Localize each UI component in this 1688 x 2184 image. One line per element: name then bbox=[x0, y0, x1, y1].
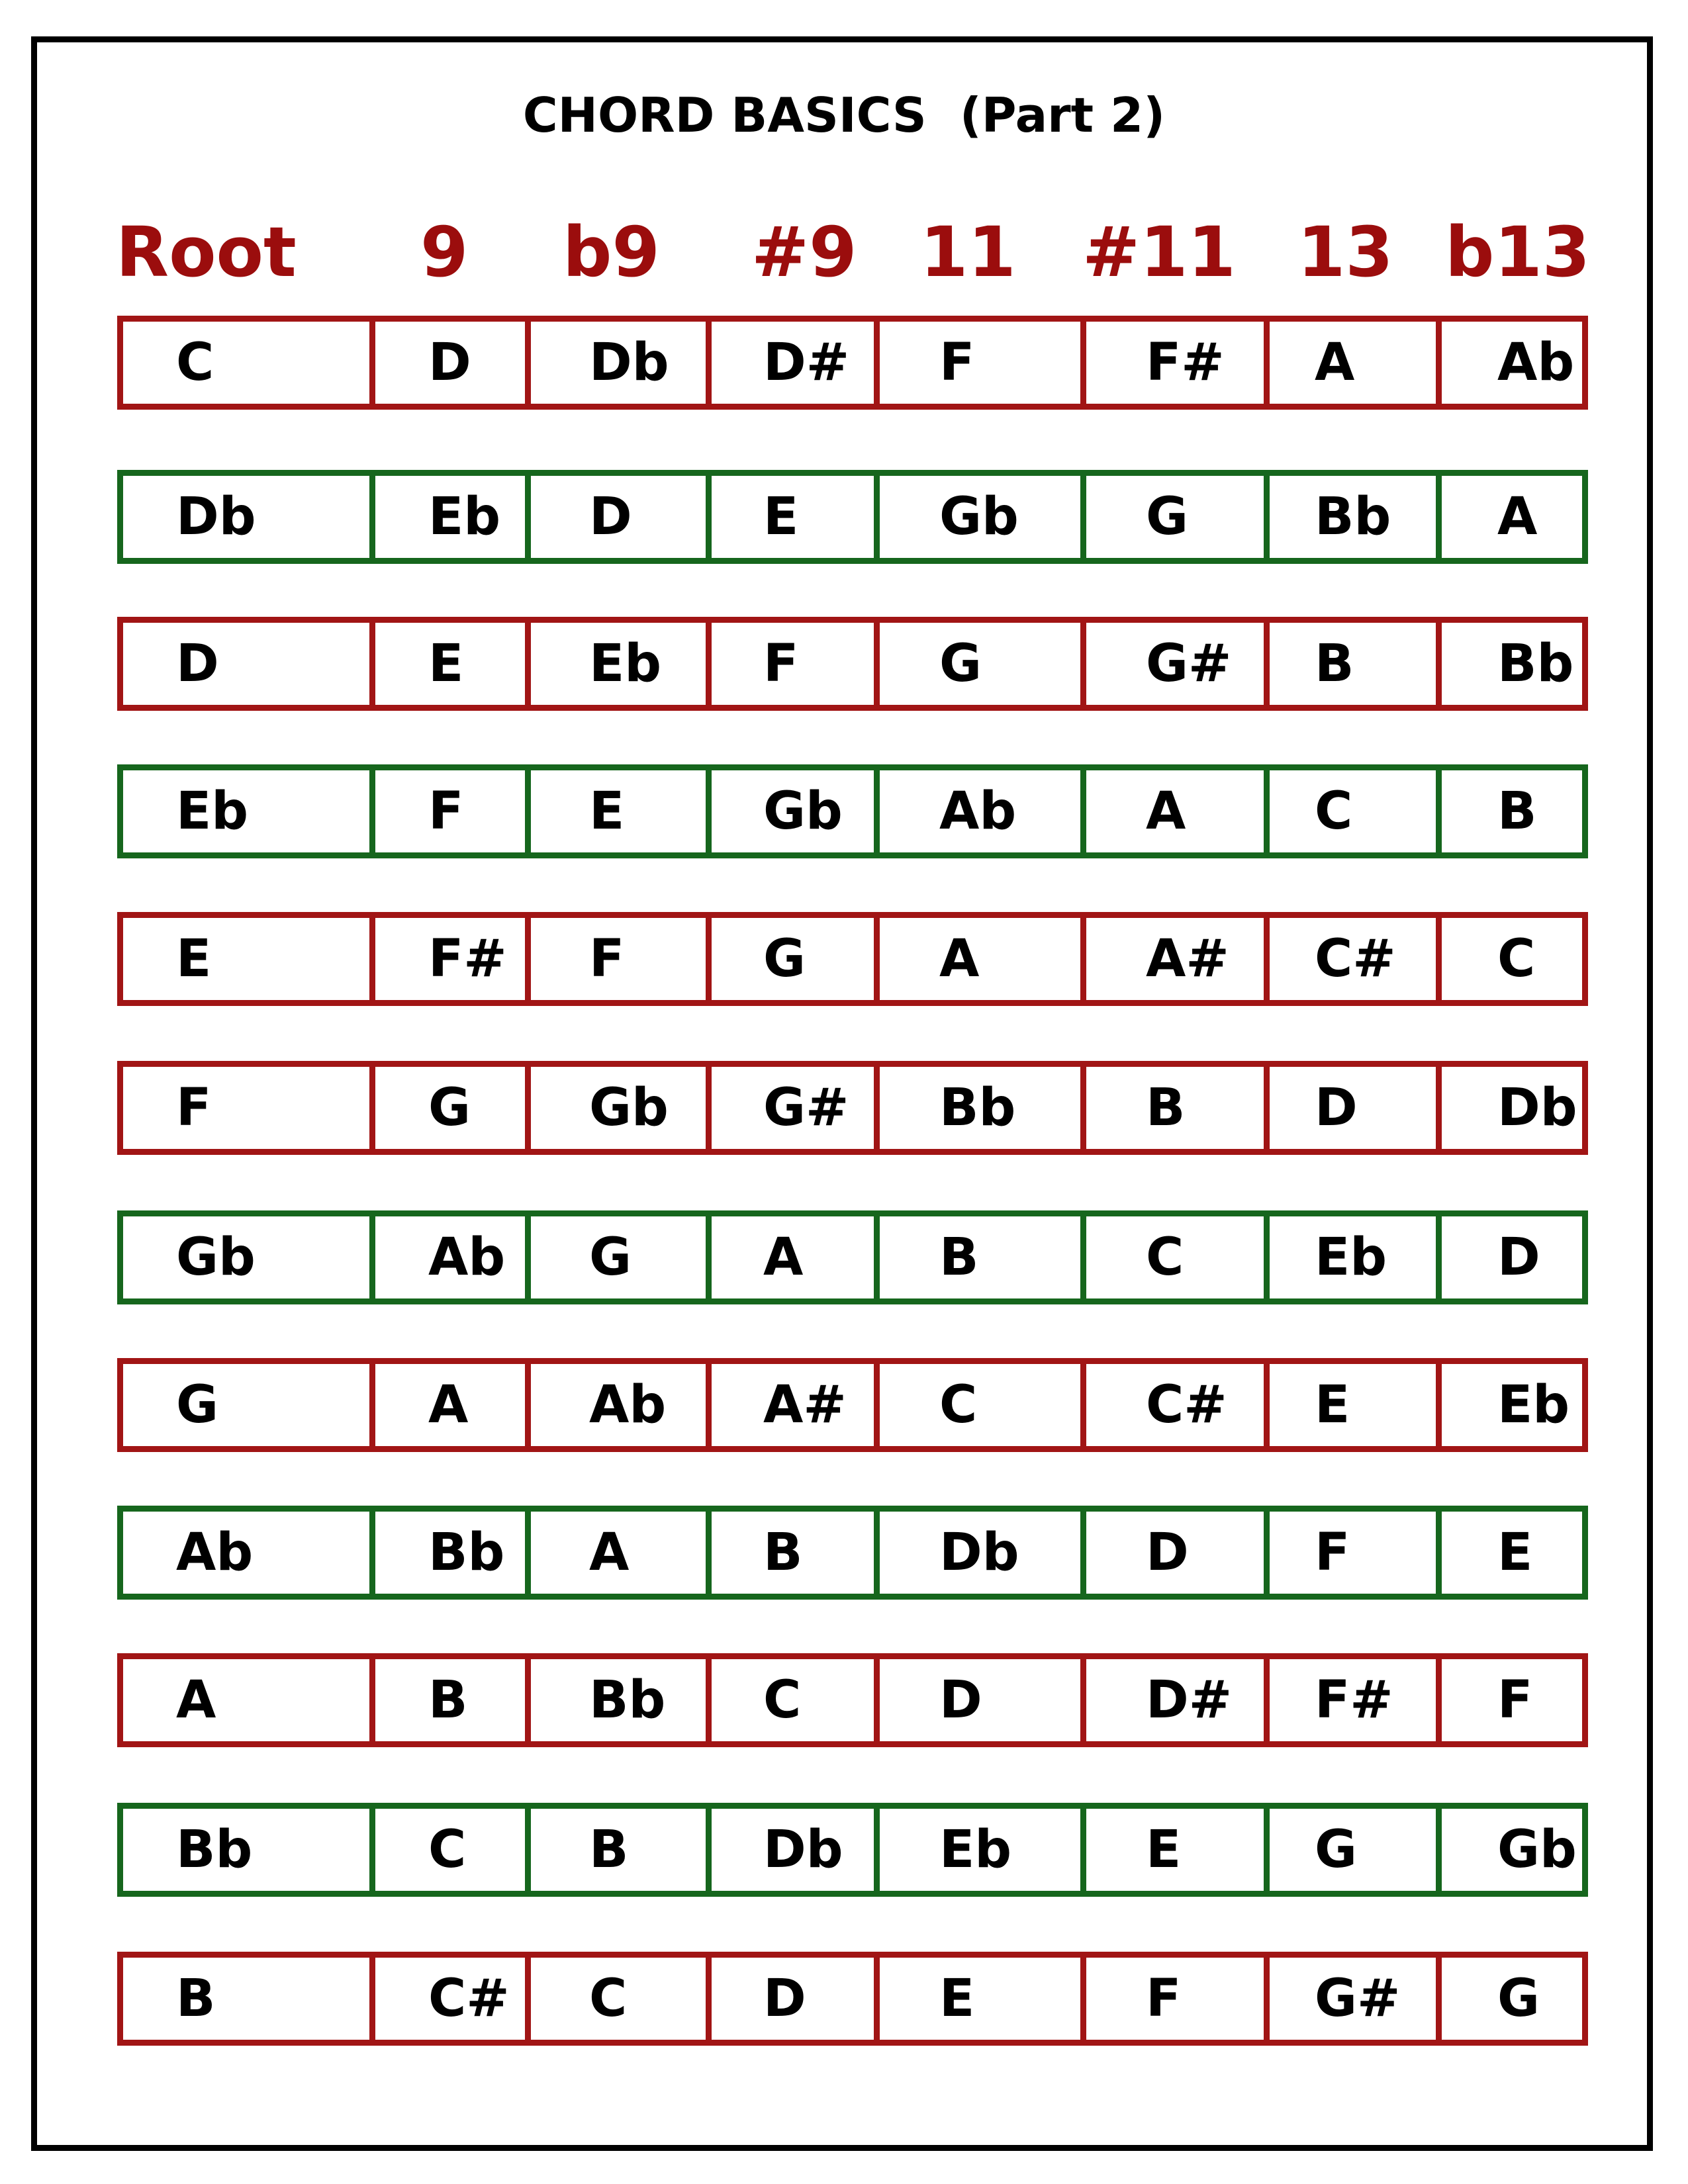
cell-ninth bbox=[369, 918, 531, 1000]
note-sharp-eleventh: F bbox=[1146, 1969, 1182, 2028]
cell-sharp-ninth bbox=[706, 1958, 880, 2040]
cell-root bbox=[123, 1364, 369, 1446]
column-header-sharp-ninth: #9 bbox=[751, 212, 857, 293]
cell-eleventh bbox=[874, 1216, 1086, 1298]
note-flat-thirteenth: G bbox=[1497, 1969, 1540, 2028]
note-ninth: D bbox=[428, 333, 471, 392]
note-sharp-ninth: C bbox=[763, 1670, 802, 1730]
cell-eleventh bbox=[874, 1067, 1086, 1149]
note-root: Ab bbox=[176, 1523, 254, 1582]
cell-sharp-ninth bbox=[706, 1216, 880, 1298]
note-flat-thirteenth: Eb bbox=[1497, 1375, 1570, 1435]
page-title: CHORD BASICS (Part 2) bbox=[522, 87, 1166, 143]
cell-sharp-ninth bbox=[706, 1067, 880, 1149]
cell-thirteenth bbox=[1264, 1958, 1442, 2040]
cell-sharp-ninth bbox=[706, 918, 880, 1000]
cell-sharp-eleventh bbox=[1080, 918, 1270, 1000]
note-sharp-ninth: A bbox=[763, 1228, 804, 1287]
cell-flat-ninth bbox=[525, 1364, 712, 1446]
cell-thirteenth bbox=[1264, 918, 1442, 1000]
note-eleventh: C bbox=[939, 1375, 978, 1435]
cell-root bbox=[123, 476, 369, 558]
note-ninth: Ab bbox=[428, 1228, 506, 1287]
cell-root bbox=[123, 1512, 369, 1594]
chord-row-gb bbox=[117, 1210, 1588, 1304]
cell-thirteenth bbox=[1264, 1659, 1442, 1741]
note-eleventh: Gb bbox=[939, 487, 1019, 547]
cell-thirteenth bbox=[1264, 476, 1442, 558]
cell-flat-thirteenth bbox=[1436, 476, 1600, 558]
note-thirteenth: Bb bbox=[1315, 487, 1391, 547]
note-flat-thirteenth: Bb bbox=[1497, 634, 1574, 694]
column-header-eleventh: 11 bbox=[920, 212, 1016, 293]
cell-sharp-ninth bbox=[706, 1809, 880, 1891]
note-root: G bbox=[176, 1375, 219, 1435]
note-flat-ninth: Ab bbox=[589, 1375, 667, 1435]
cell-sharp-eleventh bbox=[1080, 1659, 1270, 1741]
cell-root bbox=[123, 1659, 369, 1741]
note-flat-thirteenth: Db bbox=[1497, 1078, 1577, 1138]
chord-row-eb bbox=[117, 764, 1588, 858]
note-sharp-ninth: F bbox=[763, 634, 799, 694]
cell-flat-thirteenth bbox=[1436, 1512, 1600, 1594]
cell-thirteenth bbox=[1264, 1512, 1442, 1594]
note-sharp-eleventh: A bbox=[1146, 782, 1186, 841]
note-flat-thirteenth: C bbox=[1497, 929, 1536, 989]
note-flat-ninth: A bbox=[589, 1523, 630, 1582]
note-thirteenth: G bbox=[1315, 1820, 1358, 1880]
note-sharp-eleventh: A# bbox=[1146, 929, 1229, 989]
cell-flat-thirteenth bbox=[1436, 1958, 1600, 2040]
cell-eleventh bbox=[874, 1364, 1086, 1446]
cell-thirteenth bbox=[1264, 623, 1442, 705]
note-root: C bbox=[176, 333, 214, 392]
cell-root bbox=[123, 322, 369, 404]
note-root: F bbox=[176, 1078, 212, 1138]
cell-thirteenth bbox=[1264, 1364, 1442, 1446]
cell-flat-ninth bbox=[525, 1512, 712, 1594]
note-flat-thirteenth: F bbox=[1497, 1670, 1533, 1730]
cell-thirteenth bbox=[1264, 1067, 1442, 1149]
note-ninth: Eb bbox=[428, 487, 501, 547]
cell-ninth bbox=[369, 1512, 531, 1594]
note-flat-thirteenth: B bbox=[1497, 782, 1537, 841]
cell-flat-thirteenth bbox=[1436, 1216, 1600, 1298]
note-flat-ninth: Db bbox=[589, 333, 669, 392]
note-flat-ninth: Gb bbox=[589, 1078, 669, 1138]
note-sharp-eleventh: C bbox=[1146, 1228, 1184, 1287]
note-sharp-ninth: G# bbox=[763, 1078, 849, 1138]
note-sharp-eleventh: D# bbox=[1146, 1670, 1233, 1730]
cell-flat-thirteenth bbox=[1436, 1659, 1600, 1741]
column-headers bbox=[0, 212, 1688, 291]
note-sharp-ninth: E bbox=[763, 487, 799, 547]
cell-thirteenth bbox=[1264, 1216, 1442, 1298]
note-flat-ninth: G bbox=[589, 1228, 632, 1287]
note-flat-ninth: C bbox=[589, 1969, 628, 2028]
note-eleventh: F bbox=[939, 333, 975, 392]
cell-root bbox=[123, 770, 369, 852]
note-flat-thirteenth: D bbox=[1497, 1228, 1540, 1287]
note-sharp-eleventh: F# bbox=[1146, 333, 1225, 392]
note-flat-ninth: D bbox=[589, 487, 632, 547]
cell-eleventh bbox=[874, 1809, 1086, 1891]
cell-thirteenth bbox=[1264, 1809, 1442, 1891]
note-root: E bbox=[176, 929, 212, 989]
cell-eleventh bbox=[874, 1659, 1086, 1741]
cell-ninth bbox=[369, 1067, 531, 1149]
cell-flat-thirteenth bbox=[1436, 1067, 1600, 1149]
cell-root bbox=[123, 623, 369, 705]
chord-row-f bbox=[117, 1061, 1588, 1155]
cell-sharp-eleventh bbox=[1080, 770, 1270, 852]
cell-ninth bbox=[369, 1958, 531, 2040]
note-ninth: G bbox=[428, 1078, 471, 1138]
cell-flat-thirteenth bbox=[1436, 770, 1600, 852]
cell-sharp-ninth bbox=[706, 770, 880, 852]
note-sharp-ninth: G bbox=[763, 929, 806, 989]
cell-flat-ninth bbox=[525, 1216, 712, 1298]
note-ninth: C# bbox=[428, 1969, 510, 2028]
note-root: D bbox=[176, 634, 219, 694]
note-root: A bbox=[176, 1670, 216, 1730]
note-eleventh: D bbox=[939, 1670, 982, 1730]
note-eleventh: Db bbox=[939, 1523, 1019, 1582]
cell-sharp-eleventh bbox=[1080, 623, 1270, 705]
chord-row-d bbox=[117, 617, 1588, 711]
note-root: Eb bbox=[176, 782, 249, 841]
note-thirteenth: Eb bbox=[1315, 1228, 1387, 1287]
cell-flat-ninth bbox=[525, 322, 712, 404]
column-header-thirteenth: 13 bbox=[1297, 212, 1393, 293]
chord-row-c bbox=[117, 316, 1588, 410]
cell-sharp-ninth bbox=[706, 1659, 880, 1741]
cell-flat-ninth bbox=[525, 1958, 712, 2040]
cell-ninth bbox=[369, 770, 531, 852]
note-thirteenth: G# bbox=[1315, 1969, 1401, 2028]
cell-flat-ninth bbox=[525, 623, 712, 705]
note-sharp-ninth: D bbox=[763, 1969, 806, 2028]
cell-flat-thirteenth bbox=[1436, 1809, 1600, 1891]
cell-root bbox=[123, 1809, 369, 1891]
cell-ninth bbox=[369, 1659, 531, 1741]
note-thirteenth: D bbox=[1315, 1078, 1358, 1138]
note-eleventh: E bbox=[939, 1969, 975, 2028]
note-sharp-eleventh: B bbox=[1146, 1078, 1186, 1138]
column-header-ninth: 9 bbox=[420, 212, 469, 293]
note-ninth: F bbox=[428, 782, 464, 841]
note-eleventh: B bbox=[939, 1228, 979, 1287]
chord-row-bb bbox=[117, 1803, 1588, 1897]
cell-root bbox=[123, 1216, 369, 1298]
note-eleventh: Bb bbox=[939, 1078, 1016, 1138]
note-sharp-eleventh: E bbox=[1146, 1820, 1182, 1880]
cell-root bbox=[123, 1067, 369, 1149]
cell-sharp-eleventh bbox=[1080, 476, 1270, 558]
note-sharp-eleventh: G bbox=[1146, 487, 1189, 547]
cell-flat-ninth bbox=[525, 1067, 712, 1149]
cell-root bbox=[123, 1958, 369, 2040]
note-sharp-eleventh: G# bbox=[1146, 634, 1232, 694]
column-header-flat-ninth: b9 bbox=[563, 212, 660, 293]
cell-ninth bbox=[369, 1364, 531, 1446]
cell-root bbox=[123, 918, 369, 1000]
note-thirteenth: C bbox=[1315, 782, 1353, 841]
cell-flat-thirteenth bbox=[1436, 1364, 1600, 1446]
note-eleventh: Eb bbox=[939, 1820, 1012, 1880]
cell-eleventh bbox=[874, 1958, 1086, 2040]
column-header-root: Root bbox=[116, 212, 297, 293]
note-flat-thirteenth: Ab bbox=[1497, 333, 1575, 392]
chord-row-a bbox=[117, 1653, 1588, 1747]
note-flat-ninth: B bbox=[589, 1820, 629, 1880]
note-ninth: A bbox=[428, 1375, 469, 1435]
note-thirteenth: F# bbox=[1315, 1670, 1393, 1730]
note-eleventh: A bbox=[939, 929, 980, 989]
cell-thirteenth bbox=[1264, 322, 1442, 404]
cell-eleventh bbox=[874, 918, 1086, 1000]
cell-ninth bbox=[369, 322, 531, 404]
cell-eleventh bbox=[874, 770, 1086, 852]
note-sharp-ninth: A# bbox=[763, 1375, 847, 1435]
cell-flat-ninth bbox=[525, 1659, 712, 1741]
note-sharp-ninth: B bbox=[763, 1523, 803, 1582]
cell-flat-thirteenth bbox=[1436, 918, 1600, 1000]
cell-sharp-eleventh bbox=[1080, 1809, 1270, 1891]
cell-flat-thirteenth bbox=[1436, 322, 1600, 404]
note-eleventh: Ab bbox=[939, 782, 1017, 841]
note-root: Bb bbox=[176, 1820, 253, 1880]
chord-row-ab bbox=[117, 1506, 1588, 1600]
note-sharp-ninth: D# bbox=[763, 333, 850, 392]
cell-ninth bbox=[369, 623, 531, 705]
cell-flat-ninth bbox=[525, 1809, 712, 1891]
note-flat-ninth: F bbox=[589, 929, 625, 989]
note-sharp-ninth: Gb bbox=[763, 782, 843, 841]
cell-eleventh bbox=[874, 623, 1086, 705]
note-sharp-eleventh: D bbox=[1146, 1523, 1189, 1582]
chord-row-b bbox=[117, 1952, 1588, 2046]
cell-sharp-eleventh bbox=[1080, 1364, 1270, 1446]
note-ninth: B bbox=[428, 1670, 468, 1730]
note-flat-ninth: Eb bbox=[589, 634, 662, 694]
note-flat-thirteenth: Gb bbox=[1497, 1820, 1577, 1880]
cell-flat-ninth bbox=[525, 918, 712, 1000]
note-flat-thirteenth: A bbox=[1497, 487, 1538, 547]
note-sharp-eleventh: C# bbox=[1146, 1375, 1227, 1435]
cell-ninth bbox=[369, 476, 531, 558]
column-header-flat-thirteenth: b13 bbox=[1445, 212, 1591, 293]
cell-eleventh bbox=[874, 476, 1086, 558]
note-ninth: Bb bbox=[428, 1523, 505, 1582]
cell-ninth bbox=[369, 1216, 531, 1298]
cell-sharp-eleventh bbox=[1080, 1958, 1270, 2040]
note-thirteenth: C# bbox=[1315, 929, 1396, 989]
cell-sharp-eleventh bbox=[1080, 1512, 1270, 1594]
chord-row-db bbox=[117, 470, 1588, 564]
note-sharp-ninth: Db bbox=[763, 1820, 843, 1880]
cell-ninth bbox=[369, 1809, 531, 1891]
cell-sharp-eleventh bbox=[1080, 1067, 1270, 1149]
note-ninth: F# bbox=[428, 929, 507, 989]
note-ninth: E bbox=[428, 634, 464, 694]
note-thirteenth: F bbox=[1315, 1523, 1350, 1582]
cell-eleventh bbox=[874, 1512, 1086, 1594]
cell-flat-thirteenth bbox=[1436, 623, 1600, 705]
cell-sharp-ninth bbox=[706, 322, 880, 404]
chord-row-g bbox=[117, 1358, 1588, 1452]
note-flat-ninth: E bbox=[589, 782, 625, 841]
cell-sharp-eleventh bbox=[1080, 1216, 1270, 1298]
note-flat-thirteenth: E bbox=[1497, 1523, 1533, 1582]
note-thirteenth: B bbox=[1315, 634, 1354, 694]
cell-eleventh bbox=[874, 322, 1086, 404]
cell-thirteenth bbox=[1264, 770, 1442, 852]
cell-sharp-ninth bbox=[706, 1512, 880, 1594]
note-ninth: C bbox=[428, 1820, 467, 1880]
cell-sharp-ninth bbox=[706, 476, 880, 558]
note-thirteenth: E bbox=[1315, 1375, 1350, 1435]
cell-sharp-eleventh bbox=[1080, 322, 1270, 404]
chord-row-e bbox=[117, 912, 1588, 1006]
note-flat-ninth: Bb bbox=[589, 1670, 666, 1730]
cell-sharp-ninth bbox=[706, 1364, 880, 1446]
note-root: Db bbox=[176, 487, 256, 547]
cell-flat-ninth bbox=[525, 770, 712, 852]
column-header-sharp-eleventh: #11 bbox=[1082, 212, 1236, 293]
note-thirteenth: A bbox=[1315, 333, 1355, 392]
note-root: Gb bbox=[176, 1228, 256, 1287]
cell-flat-ninth bbox=[525, 476, 712, 558]
cell-sharp-ninth bbox=[706, 623, 880, 705]
note-root: B bbox=[176, 1969, 216, 2028]
note-eleventh: G bbox=[939, 634, 982, 694]
